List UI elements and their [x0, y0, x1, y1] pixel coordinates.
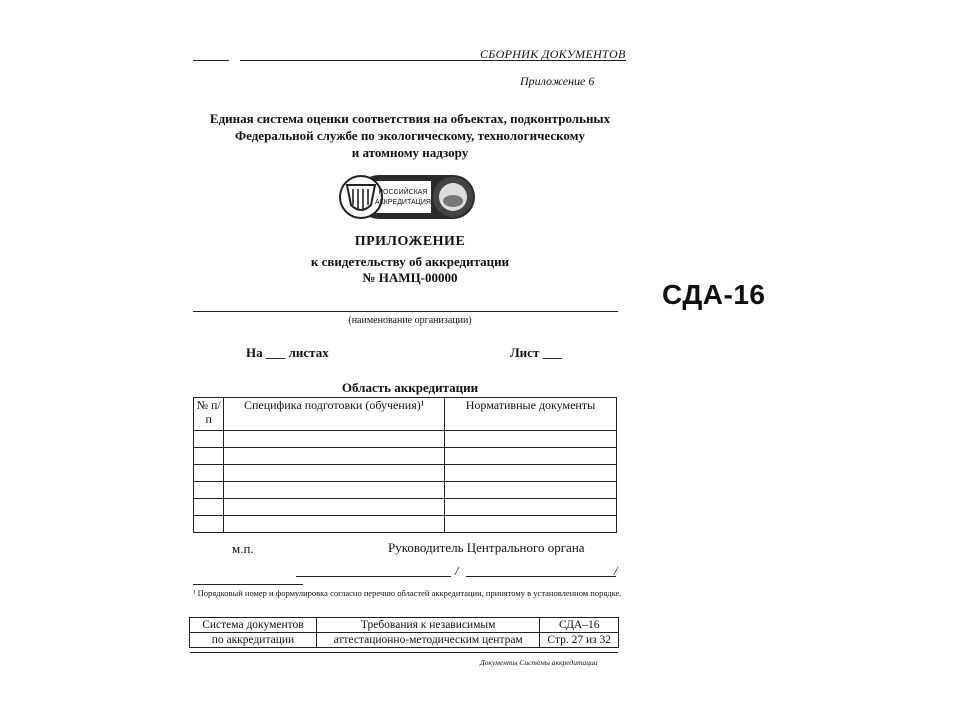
- organization-caption: (наименование организации): [348, 315, 472, 326]
- appendix-heading: ПРИЛОЖЕНИЕ: [354, 234, 466, 249]
- logo-text-line-2: АККРЕДИТАЦИЯ: [375, 199, 431, 206]
- table-cell: [444, 516, 616, 533]
- footer-doc-code: СДА–16: [540, 618, 619, 633]
- appendix-label: Приложение 6: [520, 74, 595, 88]
- table-cell: [194, 482, 224, 499]
- header-rule-short: [193, 60, 229, 61]
- table-cell: [444, 499, 616, 516]
- header-training-specifics: Специфика подготовки (обучения)¹: [224, 398, 445, 431]
- collection-title: СБОРНИК ДОКУМЕНТОВ: [480, 47, 626, 61]
- table-cell: [224, 482, 445, 499]
- footnote: ¹ Порядковый номер и формулировка согласно перечню областей аккредитации, принятому в установленном порядке.: [193, 588, 622, 598]
- table-cell: [224, 516, 445, 533]
- appendix-subheading: к свидетельству об аккредитации: [310, 254, 510, 269]
- table-row: [194, 448, 617, 465]
- table-cell: [194, 516, 224, 533]
- table-row: [194, 482, 617, 499]
- collection-title-underline: [476, 60, 626, 61]
- certificate-number: № НАМЦ-00000: [362, 270, 458, 285]
- table-header-row: [194, 398, 617, 431]
- table-row: [194, 465, 617, 482]
- bottom-note: Документы Системы аккредитации: [480, 658, 598, 667]
- signature-separator: /: [455, 563, 459, 578]
- table-cell: [194, 499, 224, 516]
- table-row: [194, 516, 617, 533]
- system-title-line-1: Единая система оценки соответствия на объектах, подконтрольных: [209, 111, 611, 126]
- organization-name-line: [193, 311, 618, 312]
- signature-separator-end: /: [614, 563, 618, 578]
- document-code-label: СДА-16: [662, 279, 766, 310]
- document-footer-table: [189, 617, 619, 648]
- table-row: [194, 499, 617, 516]
- system-title-line-2: Федеральной службе по экологическому, технологическому: [234, 128, 586, 143]
- table-cell: [444, 448, 616, 465]
- footer-row-2: [190, 633, 619, 648]
- header-normative-documents: Нормативные документы: [444, 398, 616, 431]
- footer-system-line-1: Система документов: [190, 618, 317, 633]
- table-row: [194, 431, 617, 448]
- table-cell: [224, 448, 445, 465]
- table-cell: [194, 431, 224, 448]
- table-cell: [444, 482, 616, 499]
- stamp-label: м.п.: [232, 541, 254, 556]
- system-title: [190, 110, 630, 161]
- footer-requirements-line-1: Требования к независимым: [316, 618, 540, 633]
- header-number: № п/п: [194, 398, 224, 431]
- accreditation-area-title: Область аккредитации: [341, 380, 479, 395]
- sheet-number-label: Лист ___: [510, 345, 563, 360]
- table-cell: [194, 465, 224, 482]
- logo-text-line-1: РОССИЙСКАЯ: [378, 189, 428, 196]
- footer-requirements-line-2: аттестационно-методическим центрам: [316, 633, 540, 648]
- table-cell: [444, 465, 616, 482]
- bottom-rule: [190, 652, 618, 653]
- table-cell: [194, 448, 224, 465]
- accreditation-table: [193, 397, 617, 533]
- table-cell: [444, 431, 616, 448]
- footer-system-line-2: по аккредитации: [190, 633, 317, 648]
- footnote-rule: [193, 584, 303, 585]
- signature-line: [296, 576, 451, 577]
- head-of-central-body-label: Руководитель Центрального органа: [388, 540, 585, 555]
- accreditation-emblem-icon: [335, 167, 485, 227]
- footer-row-1: [190, 618, 619, 633]
- header-rule-long: [240, 60, 476, 61]
- system-title-line-3: и атомному надзору: [351, 145, 469, 160]
- footer-page-number: Стр. 27 из 32: [540, 633, 619, 648]
- signature-name-line: [466, 576, 616, 577]
- table-cell: [224, 431, 445, 448]
- total-sheets-label: На ___ листах: [246, 345, 329, 360]
- table-cell: [224, 465, 445, 482]
- table-cell: [224, 499, 445, 516]
